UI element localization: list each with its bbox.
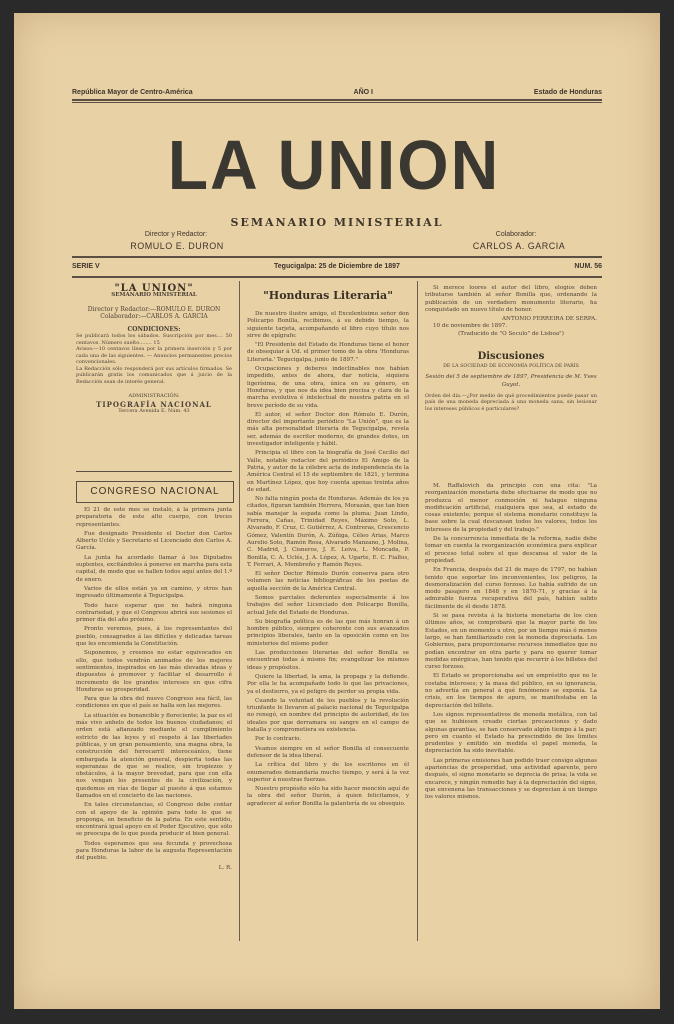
- discusiones-subheading: DE LA SOCIEDAD DE ECONOMÍA POLÍTICA DE PARÍS: [443, 364, 579, 370]
- column-3-top: [425, 285, 597, 416]
- discusiones-session: Sesión del 5 de septiembre de 1897, Presidencia de M. Yves Guyot.: [425, 374, 597, 388]
- paragraph: Pronto veremos, pues, á los representantes del pueblo, consagrados á las difíciles y delicadas tareas que les encomienda la Constitución.: [76, 626, 232, 648]
- box-collab: Colaborador:—CARLOS A. GARCIA: [100, 312, 208, 320]
- issue-date: Tegucigalpa: 25 de Diciembre de 1897: [274, 263, 400, 270]
- paragraph: Varios de ellos están ya en camino, y otros han ingresado últimamente á Tegucigalpa.: [76, 585, 232, 600]
- paragraph: Por lo contrario.: [255, 736, 302, 743]
- paragraph: Somos parciales deferentes especialmente á los trabajos del señor Licenciado don Policarpo Bonilla, actual Jefe del Estado de Honduras.: [247, 594, 409, 616]
- header-left: República Mayor de Centro-América: [72, 89, 193, 96]
- paragraph: De la concurrencia inmediata de la reforma, nadie debe tomar en cuenta la reorganización económica para explicar el proceso total sobre el que descansa el valor de la propiedad.: [425, 536, 597, 564]
- column-divider-1: [239, 281, 240, 941]
- paragraph: Veamos siempre en el señor Bonilla el consecuente defensor de la idea liberal.: [247, 745, 409, 759]
- box-conditions-head: CONDICIONES:: [127, 326, 181, 334]
- col3-signature: ANTONIO FERREIRA DE SERPA.: [502, 316, 597, 323]
- serie-label: SERIE V: [72, 263, 100, 270]
- discusiones-heading: Discusiones: [477, 351, 545, 363]
- column-2-article: [247, 311, 409, 943]
- director-name: ROMULO E. DURON: [130, 241, 224, 251]
- box-redaccion: La Redacción sólo responderá por sus artículos firmados. Se publicarán gratis los comunicados que á juicio de la Redacción sean de interés general.: [76, 365, 232, 385]
- info-box: [76, 285, 232, 415]
- paragraph: Su biografía política es de las que más honran á un hombre público, siempre coherente con sus avanzados principios liberales, tanto en la oposición como en los ministerios del mismo poder.: [247, 618, 409, 647]
- paragraph: La junta ha acordado llamar á los Diputados suplentes, excitándoles á ponerse en marcha para esta capital, de modo que se hallen todos aquí antes del 1.º de enero.: [76, 554, 232, 583]
- paragraph: La situación es bonancible y floreciente; la paz es el más vivo anhelo de todos los buenos ciudadanos; el orden está afianzado mediante el cumplimiento estricto de las leyes y el respeto á las libertades públicas, y un gran pensamiento, una magna obra, la construcción del ferrocarril interoceánico, tiene embargada la atención general, despierta todas las esperanzas de que se realice, sin tropiezos y obstáculos, á la mayor brevedad, para que con ella nos vengan los presentes de la civilización, y quedemos en vías de llegar al puesto á que estamos llamados en el concierto de las naciones.: [76, 712, 232, 799]
- paragraph: Principia el libro con la biografía de José Cecilio del Valle, notable redactor del periódico El Amigo de la Patria, y autor de la célebre acta de independencia de la América Central el 15 de septiembre de 1821, y termina en Martínez López, que hoy cuenta apenas treinta años de edad.: [247, 450, 409, 493]
- issue-number: NUM. 56: [574, 263, 602, 270]
- issue-rule-top: [72, 256, 602, 258]
- paragraph: Si se pasa revista á la historia monetaria de los cien últimos años, se comprobará que la mayor parte de los Estados, en un momento u otro, por un tiempo más ó menos largo, se han familiarizado con la moneda depreciada. Los Gobiernos, para proporcionarse recursos inmediatos que no podían encontrar en otra parte y para no querer tomar medidas enérgicas, han tenido que recurrir á los billetes del curso forzoso.: [425, 613, 597, 671]
- paragraph: Todos esperamos que sea fecunda y provechosa para Honduras la labor de la augusta Representación del pueblo.: [76, 840, 232, 862]
- collab-name: CARLOS A. GARCIA: [472, 241, 566, 251]
- paragraph: Los signos representativos de moneda metálica, con tal que se hubiesen creado ciertas precauciones y dado algunas garantías, se han conservado algún tiempo á la par; pero en cuanto el Estado ha prescindido de los límites prudentes y emitido sin medida el papel moneda, la depreciación ha sido inevitable.: [425, 711, 597, 755]
- paragraph: Las primeras emisiones han podido traer consigo algunas apariencias de prosperidad, una actividad aparente, pero después, el signo monetario se deprecia de prisa; la vida se encarece, y ningún remedio hay á la depreciación del signo, que envenena las transacciones y se deprecian á un tiempo los valores mismos.: [425, 757, 597, 801]
- paragraph: M. Raffalovich da principio con una cita: "La reorganización monetaria debe efectuarse de modo que no produzca el menor conmoción ni halague ninguna modificación artificial, cualquiera que sea, al estado de cosas existente; porque el sistema monetario constituye la base sobre la cual descansan todos los valores, todos los intereses de la propiedad y del trabajo.": [425, 483, 597, 533]
- paragraph: Todo hace esperar que no habrá ninguna contrariedad, y que el Congreso abrirá sus sesiones el primer día del año próximo.: [76, 602, 232, 624]
- discusiones-question: Orden del día.—¿Por medio de qué procedimientos puede pasar un país de una moneda depreciada á una moneda sana, sin lesionar los intereses públicos é particulares?: [425, 392, 597, 412]
- box-address: Tercera Avenida E. Núm. 43: [118, 408, 190, 415]
- congreso-heading: CONGRESO NACIONAL: [76, 481, 234, 503]
- masthead-subtitle: SEMANARIO MINISTERIAL: [230, 216, 444, 229]
- paragraph: El señor Doctor Rómulo Durón conserva para otro volumen las noticias bibliográficas de los poetas de aquella sección de la América Central.: [247, 571, 409, 592]
- paragraph: El Estado se proporcionaba así un empréstito que no le costaba intereses; y la masa del público, en su ignorancia, no advertía en general á qué fenómenos se exponía. La crisis, en los tiempos de apuro, se manifestaba en la depreciación del billete.: [425, 673, 597, 709]
- box-conditions: Se publicará todos los sábados. Suscripción por mes.... 50 centavos. Número suelto........ 15: [76, 333, 232, 346]
- header-rule: [72, 99, 602, 101]
- box-tipografia: TIPOGRAFÍA NACIONAL: [96, 399, 212, 409]
- honduras-literaria-heading: "Honduras Literaria": [263, 289, 393, 302]
- col3-intro: Si merece loores el autor del libro, elogios deben tributarse también al señor Bonilla que, ordenando la publicación de un verdadero monumento literario, ha conquistado un nuevo título de honor.: [425, 285, 597, 313]
- paragraph: Ocupaciones y deberes indeclinables nos habían impedido, antes de ahora, dar noticia, siquiera ligerísima, de una obra, única en su género, en Honduras, y que nos da idea bien precisa y clara de la marcha evolutiva é intelectual de nuestra patria en el breve período de su vida.: [247, 366, 409, 409]
- paragraph: Quiere la libertad, la ama, la propaga y la defiende. Por ella le ha acompañado todo lo que las privaciones, ya el destierro, ya el peligro de perder su propia vida.: [247, 673, 409, 695]
- paragraph: No falta ningún poeta de Honduras. Además de los ya citados, figuran también Herrera, Morazán, que tan bien sabía manejar la espada como la pluma; Juan Lindo, Ferrera, Cañas, Trinidad Reyes, Máximo Soto, L. Alvarado, F. Cruz, C. Gutiérrez, A. Contreras, Crescencio Gómez, Valentín Durón, A. Zúñiga, Céleo Arias, Marco Aurelio Soto, Ramón Rosa, Alvarado Manzano, J. Molina, C. Madrid, J. Cisneros, J. E. Leiva, L. Moncada, P. Bonilla, C. A. Uclés, J. A. López, A. Ugarte, E. C. Fiallos, T. Ferrari, A. Membreño y Ramón Reyes.: [247, 496, 409, 568]
- paragraph: "El Presidente del Estado de Honduras tiene el honor de obsequiar á Ud. el primer tomo de la obra 'Honduras Literaria.' Tegucigalpa, junio de 1897.": [247, 342, 409, 363]
- column-3-article: [425, 483, 597, 943]
- paragraph: Suponemos, y creemos no estar equivocados en ello, que todos vendrán animados de los mejores sentimientos, inspirados en las más elevadas ideas y dispuestos á promover y facilitar el desarrollo é incremento de los grandes intereses en que cifra Honduras su prosperidad.: [76, 650, 232, 693]
- paragraph: El autor, el señor Doctor don Rómulo E. Durón, director del importante periódico "La Unión", que es la más alta personalidad literaria de Tegucigalpa, revela ser, además de escritor moderno, de grandes dotes, un investigador inteligente y hábil.: [247, 411, 409, 448]
- header-right: Estado de Honduras: [533, 89, 602, 96]
- issue-line: [72, 263, 602, 273]
- collab-label: Colaborador:: [495, 231, 537, 238]
- column-1-article: [76, 507, 232, 947]
- paragraph: En Francia, después del 21 de mayo de 1797, no habían tenido que soportar los inconvenientes, los peligros, la desmoralización del curso forzoso. Lo había sufrido de un modo pasajero en 1848 y en 1870-71, y gracias á la admirable fuerza recuperativa del país, habían salido fácilmente de él desde 1878.: [425, 567, 597, 610]
- masthead-title: LA UNION: [167, 126, 501, 204]
- paragraph: La crítica del libro y de los escritores en él enumerados demandaría mucho tiempo, y será á la vez superior á nuestras fuerzas.: [247, 762, 409, 783]
- column-2-heading-wrap: [247, 289, 409, 303]
- box-subtitle: SEMANARIO MINISTERIAL: [111, 292, 197, 299]
- box-avisos: Avisos:—10 centavos línea por la primera inserción y 5 por cada una de las siguientes. — Anuncios permanentes precios convencionales.: [76, 346, 232, 366]
- column-divider-2: [417, 281, 418, 941]
- paragraph: Cuando la voluntad de los pueblos y la revolución triunfante le llevaron al palacio nacional de Tegucigalpa no renegó, en nombre del principio de autoridad, de los ideales por que derramara su sangre en el campo de batalla y comprometiera su existencia.: [247, 697, 409, 734]
- col3-sig-date: 10 de noviembre de 1897.: [433, 323, 508, 330]
- paragraph: Las producciones literarias del señor Bonilla se encuentran todas á mismo fin; evangelizar los mismos ideas y propósitos.: [247, 650, 409, 671]
- header-line: [72, 89, 602, 99]
- header-rule-thin: [72, 102, 602, 103]
- paragraph: Fue designado Presidente el Doctor don Carlos Alberto Uclés y Secretario el Licenciado don Carlos A. García.: [76, 530, 232, 552]
- newspaper-page: [14, 13, 660, 1009]
- paragraph: De nuestro ilustre amigo, el Excelentísimo señor don Policarpo Bonilla, recibimos, á su debido tiempo, la siguiente tarjeta, acompañando el libro cuyo título nos sirve de epígrafe:: [247, 311, 409, 339]
- box-director: Director y Redactor:—ROMULO E. DURON: [87, 305, 221, 313]
- director-label: Director y Redactor:: [144, 231, 208, 238]
- col3-sig-note: (Traducido de "O Seculo" de Lisboa"): [458, 330, 564, 337]
- box-title: "LA UNION": [114, 283, 194, 294]
- header-center: AÑO I: [353, 89, 373, 96]
- paragraph: Nuestro propósito sólo ha sido hacer mención aquí de la obra del señor Durón, á quien felicitamos, y agradecer al señor Bonilla la galantería de su obsequio.: [247, 786, 409, 807]
- paragraph: En tales circunstancias, el Congreso debe contar con el apoyo de la opinión para todo lo que se proponga, en beneficio de la patria. En este sentido, encontrará igual apoyo en el Poder Ejecutivo, que sólo se preocupa de lo que pueda producir el bien general.: [76, 802, 232, 838]
- paragraph: El 21 de este mes se instaló, á la primera junta preparatoria de este alto cuerpo, con treces representantes.: [76, 507, 232, 528]
- box-admin-head: ADMINISTRACIÓN:: [128, 393, 180, 400]
- paragraph: Para que la obra del nuevo Congreso sea fácil, las condiciones en que el país se halla son las mejores.: [76, 696, 232, 710]
- issue-rule-bottom: [72, 276, 602, 278]
- box-rule: [76, 471, 232, 472]
- article-signature: L. R.: [218, 864, 232, 871]
